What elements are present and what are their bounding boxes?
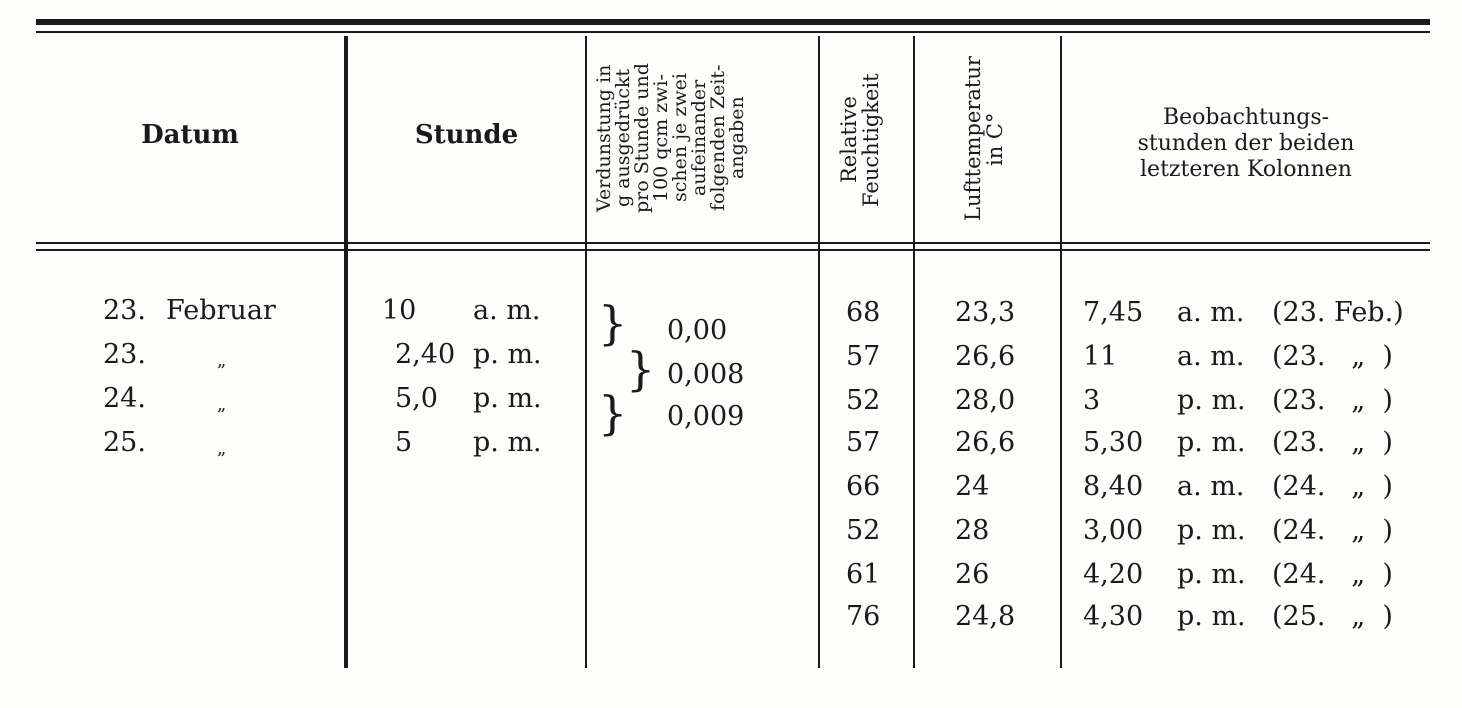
row-humidity: 68 xyxy=(846,297,881,328)
row-temperature: 23,3 xyxy=(955,297,1016,328)
row-observation-date: (24. „ ) xyxy=(1272,515,1393,546)
row-temperature: 28 xyxy=(955,515,990,546)
row-temperature: 24,8 xyxy=(955,601,1016,632)
top-rule-thick xyxy=(36,19,1430,25)
row-observation-time: 8,40 xyxy=(1083,471,1144,502)
row-temperature: 28,0 xyxy=(955,385,1016,416)
row-temperature: 26 xyxy=(955,559,990,590)
row-observation-ampm: p. m. xyxy=(1177,515,1246,546)
header-feuchtigkeit: Relative Feuchtigkeit xyxy=(837,73,883,207)
row-observation-ampm: a. m. xyxy=(1177,341,1245,372)
row-observation-time: 5,30 xyxy=(1083,427,1144,458)
header-datum: Datum xyxy=(141,120,239,150)
hour-time: 10 xyxy=(382,295,417,326)
date-month-ditto: „ xyxy=(217,350,227,371)
column-divider-2 xyxy=(585,36,587,668)
row-temperature: 26,6 xyxy=(955,427,1016,458)
header-beobachtung: Beobachtungs- stunden der beiden letzteren Kolonnen xyxy=(1137,105,1355,182)
hour-time: 5 xyxy=(395,427,413,458)
row-observation-time: 11 xyxy=(1083,341,1118,372)
evaporation-value: 0,008 xyxy=(667,359,745,390)
row-observation-ampm: p. m. xyxy=(1177,559,1246,590)
row-observation-time: 3 xyxy=(1083,385,1101,416)
column-divider-4 xyxy=(913,36,915,668)
date-month-ditto: „ xyxy=(217,394,227,415)
row-observation-date: (24. „ ) xyxy=(1272,471,1393,502)
row-observation-ampm: p. m. xyxy=(1177,427,1246,458)
hour-ampm: p. m. xyxy=(473,383,542,414)
date-day: 23. xyxy=(103,339,146,370)
row-observation-date: (25. „ ) xyxy=(1272,601,1393,632)
hour-ampm: p. m. xyxy=(473,427,542,458)
brace-1: } xyxy=(598,296,628,350)
date-month-ditto: „ xyxy=(217,438,227,459)
row-observation-date: (23. „ ) xyxy=(1272,427,1393,458)
row-observation-ampm: a. m. xyxy=(1177,471,1245,502)
row-observation-ampm: p. m. xyxy=(1177,601,1246,632)
row-temperature: 26,6 xyxy=(955,341,1016,372)
date-day: 24. xyxy=(103,383,146,414)
column-divider-3 xyxy=(818,36,820,668)
header-rule-1 xyxy=(36,242,1430,244)
hour-ampm: a. m. xyxy=(473,295,541,326)
row-observation-time: 4,20 xyxy=(1083,559,1144,590)
header-rule-2 xyxy=(36,249,1430,251)
date-day: 23. xyxy=(103,295,146,326)
row-humidity: 57 xyxy=(846,427,881,458)
brace-2: } xyxy=(626,342,656,396)
row-observation-time: 3,00 xyxy=(1083,515,1144,546)
row-humidity: 76 xyxy=(846,601,881,632)
row-humidity: 61 xyxy=(846,559,881,590)
brace-3: } xyxy=(598,386,628,440)
hour-time: 5,0 xyxy=(395,383,438,414)
row-temperature: 24 xyxy=(955,471,990,502)
hour-time: 2,40 xyxy=(395,339,456,370)
row-observation-date: (23. „ ) xyxy=(1272,341,1393,372)
row-humidity: 66 xyxy=(846,471,881,502)
row-humidity: 52 xyxy=(846,515,881,546)
header-stunde: Stunde xyxy=(414,120,519,150)
row-observation-date: (24. „ ) xyxy=(1272,559,1393,590)
date-month: Februar xyxy=(166,295,276,326)
top-rule-thin xyxy=(36,31,1430,33)
hour-ampm: p. m. xyxy=(473,339,542,370)
row-humidity: 52 xyxy=(846,385,881,416)
row-observation-date: (23. Feb.) xyxy=(1272,297,1404,328)
header-temperatur: Lufttemperatur in C° xyxy=(961,56,1007,222)
row-observation-ampm: p. m. xyxy=(1177,385,1246,416)
row-observation-time: 4,30 xyxy=(1083,601,1144,632)
row-humidity: 57 xyxy=(846,341,881,372)
date-day: 25. xyxy=(103,427,146,458)
row-observation-ampm: a. m. xyxy=(1177,297,1245,328)
evaporation-value: 0,00 xyxy=(667,315,728,346)
header-verdunstung: Verdunstung in g ausgedrückt pro Stunde und 100 qcm zwi- schen je zwei aufeinander folgenden Zeit- angaben xyxy=(593,63,748,213)
row-observation-date: (23. „ ) xyxy=(1272,385,1393,416)
row-observation-time: 7,45 xyxy=(1083,297,1144,328)
evaporation-value: 0,009 xyxy=(667,401,745,432)
